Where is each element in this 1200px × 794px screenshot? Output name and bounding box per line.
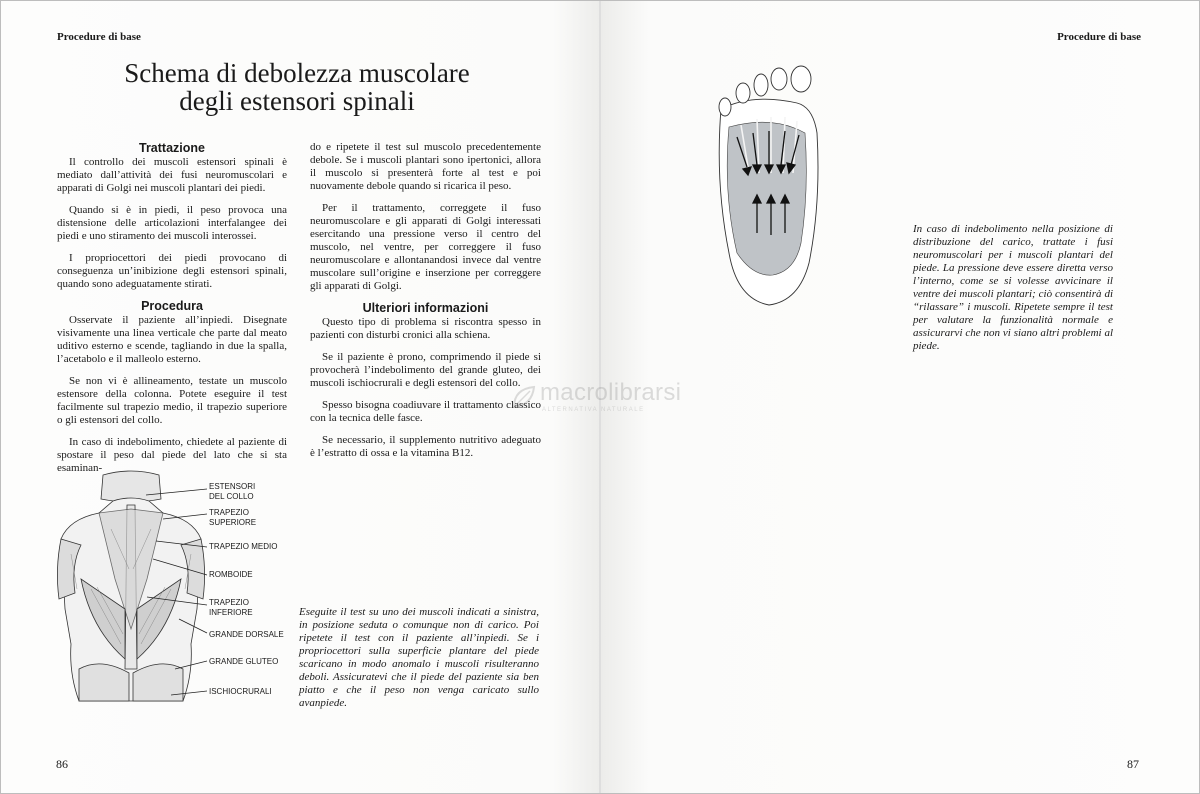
back-muscles-diagram	[51, 469, 291, 709]
watermark-brand: macrolibrarsi	[540, 379, 682, 406]
back-muscles-illustration	[51, 469, 291, 709]
label-grande-dorsale: GRANDE DORSALE	[209, 630, 284, 639]
running-head-right: Procedure di base	[1057, 31, 1141, 43]
paragraph: Il controllo dei muscoli estensori spinali è mediato dall’attività dei fusi neuromuscolari e apparati di Golgi nei muscoli plantari dei piedi.	[57, 156, 287, 194]
page-number-right: 87	[1127, 757, 1139, 771]
title-line-2: degli estensori spinali	[179, 86, 415, 116]
label-trapezio-medio: TRAPEZIO MEDIO	[209, 542, 278, 551]
figure-caption-right: In caso di indebolimento nella posizione di distribuzione del carico, trattate i fusi neuromuscolari per i muscoli plantari del piede. La pressione deve essere diretta verso l’interno, come se si volesse avvicinare il ventre dei muscoli plantari; ciò consentirà di “rilassare” i muscoli. Ripetete sempre il test per valutare la funzionalità normale e assicurarvi che non vi siano altri problemi al piede.	[913, 223, 1113, 352]
text-column-1	[57, 138, 287, 484]
running-head-left: Procedure di base	[57, 31, 141, 43]
foot-diagram	[713, 63, 823, 313]
label-grande-gluteo: GRANDE GLUTEO	[209, 657, 279, 666]
label-superiore: SUPERIORE	[209, 518, 257, 527]
left-page	[1, 1, 601, 793]
paragraph: Per il trattamento, correggete il fuso neuromuscolare e gli apparati di Golgi interessati esercitando una pressione verso il centro del muscolo, nel ventre, per correggere il fuso neuromuscolare e allontanandosi invece dal ventre muscolare sull’origine e inserzione per correggere gli apparati di Golgi.	[310, 202, 541, 292]
label-del-collo: DEL COLLO	[209, 492, 254, 501]
label-trapezio-inf: TRAPEZIO	[209, 598, 250, 607]
heading-procedura: Procedura	[141, 299, 203, 313]
page-title	[97, 59, 497, 115]
heading-ulteriori-informazioni: Ulteriori informazioni	[362, 301, 489, 315]
label-romboide: ROMBOIDE	[209, 570, 253, 579]
title-line-1: Schema di debolezza muscolare	[124, 58, 470, 88]
page-number-left: 86	[56, 757, 68, 771]
right-page	[601, 1, 1199, 793]
paragraph: I propriocettori dei piedi provocano di conseguenza un’inibizione degli estensori spinali, quando sono adeguatamente stirati.	[57, 252, 287, 290]
paragraph: Se necessario, il supplemento nutritivo adeguato è l’estratto di ossa e la vitamina B12.	[310, 434, 541, 459]
label-inferiore: INFERIORE	[209, 608, 253, 617]
paragraph: Spesso bisogna coadiuvare il trattamento classico con la tecnica delle fasce.	[310, 399, 541, 424]
paragraph: Questo tipo di problema si riscontra spesso in pazienti con disturbi cronici alla schiena.	[310, 316, 541, 341]
paragraph: Se il paziente è prono, comprimendo il piede si provocherà l’indebolimento del grande gluteo, dei muscoli ischiocrurali e degli estensori del collo.	[310, 351, 541, 389]
paragraph: Quando si è in piedi, il peso provoca una distensione delle articolazioni interfalangee dei piedi e uno stiramento dei muscoli interossei.	[57, 204, 287, 242]
label-trapezio: TRAPEZIO	[209, 508, 250, 517]
label-ischiocrurali: ISCHIOCRURALI	[209, 687, 272, 696]
paragraph: Se non vi è allineamento, testate un muscolo estensore della colonna. Potete eseguire il test facilmente sul trapezio medio, il trapezio superiore o gli estensori del collo.	[57, 375, 287, 426]
figure-caption-left: Eseguite il test su uno dei muscoli indicati a sinistra, in posizione seduta o comunque non di carico. Poi ripetete il test con il paziente all’inpiedi. Se i propriocettori sulla superficie plantare del piede scaricano in modo anomalo i muscoli risulteranno deboli. Assicuratevi che il piede del paziente sia ben piatto e che il peso non venga caricato sullo avanpiede.	[299, 606, 539, 709]
label-estensori: ESTENSORI	[209, 482, 256, 491]
foot-plantar-illustration	[713, 63, 823, 313]
paragraph: Osservate il paziente all’inpiedi. Disegnate visivamente una linea verticale che parte dal meato uditivo esterno e scende, tagliando in due la spalla, l’acetabolo e il malleolo esterno.	[57, 314, 287, 365]
paragraph: do e ripetete il test sul muscolo precedentemente debole. Se i muscoli plantari sono ipertonici, allora il muscolo si presenterà forte al test e poi nuovamente debole quando si ricarica il peso.	[310, 141, 541, 192]
watermark-tagline: ALTERNATIVA NATURALE	[542, 407, 645, 413]
text-column-2	[310, 141, 541, 469]
paragraph: In caso di indebolimento, chiedete al paziente di spostare il peso dal piede del lato che si sta esaminan-	[57, 436, 287, 474]
heading-trattazione: Trattazione	[139, 141, 205, 155]
